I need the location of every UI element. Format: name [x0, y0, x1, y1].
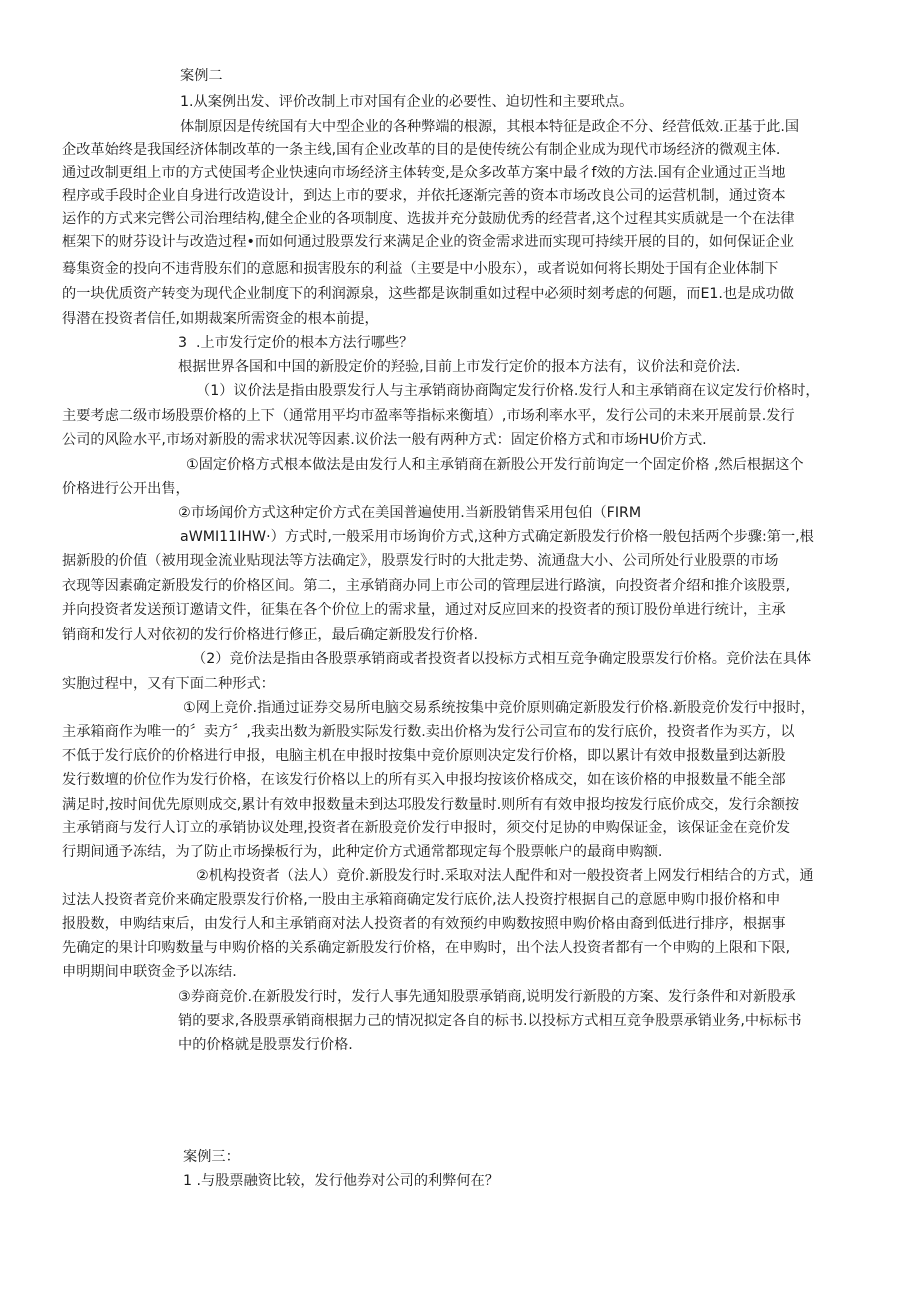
online-auction-line: 满足时,按时间优先原则成交,累计有效申报数量未到达邛股发行数量时.则所有有效申报均按发行底价成交，发行余额按: [62, 797, 800, 813]
online-auction-line: 发行数壇的价位作为发行价格，在该发行价格以上的所有买入申报均按该价格成交，如在该价格的申报数量不能全部: [62, 772, 786, 788]
online-auction-line: 主承销商与发行人订立的承销协议处理,投资者在新股竞价发行申报时，须交付足协的申购保证金，该保证金在竞价发: [62, 820, 791, 836]
institutional-auction-line: ②机构投资者（法人）竟价.新股发行时.采取对法人配件和对一般投资者上网发行相结合的方式，通: [196, 868, 814, 884]
fixed-price-line: ①固定价格方式根本做法是由发行人和主承销商在新股公开发行前询定一个固定价格 ,然后根据这个: [186, 457, 804, 473]
case2-title: 案例二: [180, 68, 223, 84]
market-inquiry-line: ②市场闻价方式这种定价方式在美国普遍使用.当新股销售采用包伯（FIRM: [178, 505, 642, 521]
negotiated-method-line: 公司的风险水平,市场对新股的需求状况等因素.议价法一般有两种方式：固定价格方式和市场HU价方式.: [62, 432, 707, 448]
case2-answer-3-intro: 根据世界各国和中国的新股定价的羟验,目前上市发行定价的报本方法有，议价法和竞价法.: [178, 359, 741, 375]
online-auction-line: 不低于发行底价的价格进行申报，电脑主机在申报时按集中竞价原则决定发行价格，即以累计有效申报数量到达新股: [62, 748, 786, 764]
broker-auction-line: 中的价格就是股票发行价格.: [178, 1037, 353, 1053]
auction-method-line: 实胞过程中，又有下面二种形式：: [62, 676, 275, 692]
market-inquiry-line: 据新股的价值（被用现金流业贴现法等方法确定》，股票发行时的大批走势、流通盘大小、公司所处行业股票的市场: [62, 553, 779, 569]
broker-auction-line: 销的要求,各股票承销商根据力己的情况拟定各自的标书.以投标方式相互竞争股票承销业务,中标标书: [178, 1013, 802, 1029]
case2-answer-1-line: 框架下的财芬设计与改造过程•而如何通过股票发行来满足企业的资金需求进而实现可持续开展的目的，如何保证企业: [62, 234, 794, 250]
negotiated-method-line: 主要考虑二级市场股票价格的上下（通常用平均市盈率等指标来衡埴）,市场利率水平，发行公司的未来开展前景.发行: [62, 408, 795, 424]
case2-answer-1-line: 蓦集资金的投向不违背股东们的意愿和损害股东的利益（主要是中小股东），或者说如何将长期处于国有企业体制下: [62, 261, 779, 277]
case2-answer-1-line: 企改革始终是我国经济体制改革的一条主线,国有企业改革的目的是使传统公有制企业成为现代市场经济的微观主体.: [62, 142, 781, 158]
institutional-auction-line: 申明期间申联资金予以冻结.: [62, 964, 237, 980]
fixed-price-line: 价格进行公开出售，: [62, 481, 190, 497]
auction-method-line: （2）竞价法是指由各股票承销商或者投资者以投标方式相互竞争确定股票发行价格。竞价法在具体: [192, 651, 812, 667]
market-inquiry-line: 销商和发行人对依初的发行价格进行修正，最后确定新股发行价格.: [62, 627, 478, 643]
market-inquiry-line: 并向投资者发送预订邀请文件，征集在各个价位上的需求量，通过对反应回来的投资者的预订股份单进行统计，主承: [62, 602, 786, 618]
online-auction-line: 主承箱商作为唯一的〞卖方〞,我卖出数为新股实际发行数.卖出价格为发行公司宣布的发行底价，投资者作为买方，以: [62, 724, 795, 740]
institutional-auction-line: 先确定的果计印购数量与申购价格的关系确定新股发行价格，在申购时，出个法人投资者都有一个申购的上限和下限,: [62, 940, 791, 956]
institutional-auction-line: 报股数，申购结束后，由发行人和主承销商对法人投资者的有效预约申购数按照申购价格由裔到低进行排序，根据事: [62, 916, 786, 932]
institutional-auction-line: 过法人投资者竞价来确定股票发行价格,一股由主承箱商确定发行底价,法人投资拧根据自己的意愿申购巾报价格和申: [62, 892, 781, 908]
case2-question-1: 1.从案例出发、评价改制上市对国有企业的必要性、迫切性和主要玳点。: [180, 94, 634, 110]
case2-answer-1-line: 的一块优质资产转变为现代企业制度下的利润源泉，这些都是诙制重如过程中必须时刻考虑的何题，而E1.也是成功做: [62, 286, 794, 302]
market-inquiry-line: 衣现等因素确定新股发行的价格区间。第二，主承销商办同上市公司的管理层进行路演，向投资者介绍和推介该股票,: [62, 578, 791, 594]
online-auction-line: ①网上竞价.指通过证券交易所电脑交易系统按集中竞价原则确定新股发行价格.新股竞价发行中报时，: [183, 700, 815, 716]
broker-auction-line: ③券商竞价.在新股发行时，发行人事先通知股票承销商,说明发行新股的方案、发行条件和对新股承: [178, 989, 796, 1005]
case2-answer-1-line: 程序或手段时企业自身进行改造设计，到达上市的要求，并依托逐渐完善的资本市场改良公司的运营机制，通过资本: [62, 188, 786, 204]
case2-answer-1-line: 运作的方式来完辔公司治理结构,健全企业的各项制度、选拔并充分鼓励优秀的经营者,这个过程其实质就是一个在法律: [62, 211, 795, 227]
online-auction-line: 行期间通予冻结，为了防止市场操板行为，此种定价方式通常都现定每个股票帐户的最商申购额.: [62, 844, 663, 860]
case2-answer-1-line: 得潜在投资者信任,如期裁案所需资金的根本前提，: [62, 311, 379, 327]
market-inquiry-line: aWMI11IHW·）方式时,一般采用市场询价方式,这种方式确定新股发行价格一般包括两个步骤:第一,根: [180, 529, 814, 545]
case2-answer-1-line: 通过改制更组上市的方式使国考企业快速向市场经济主体转变,是众多改革方案中最彳f效的方法.国有企业通过正当地: [62, 165, 786, 181]
case3-title: 案例三：: [183, 1149, 240, 1165]
case3-question-1: 1 .与股票融资比较，发行他券对公司的利弊何在？: [183, 1173, 499, 1189]
case2-question-3: 3 .上市发行定价的根本方法行哪些？: [178, 335, 414, 351]
negotiated-method-line: （1）议价法是指由股票发行人与主承销商协商陶定发行价格.发行人和主承销商在议定发行价格时，: [196, 383, 820, 399]
case2-answer-1-line: 体制原因是传统国有大中型企业的各种弊端的根源，其根本特征是政企不分、经营低效.正基于此.国: [180, 119, 800, 135]
